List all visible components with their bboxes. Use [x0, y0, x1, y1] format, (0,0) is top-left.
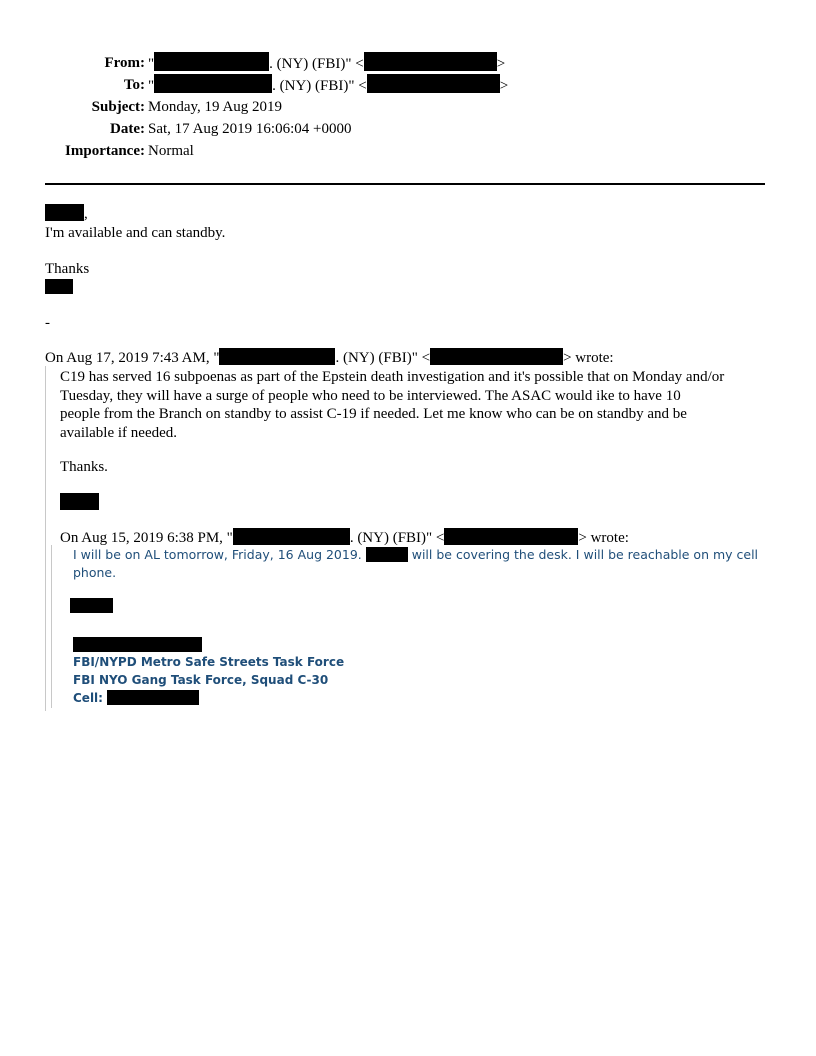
signature-cell: Cell:: [73, 689, 199, 707]
signature-redaction: [70, 598, 113, 613]
to-label: To:: [123, 77, 145, 93]
header-date: [0, 118, 600, 140]
quote1-attribution: On Aug 17, 2019 7:43 AM, " . (NY) (FBI)" < > wrote:: [45, 350, 614, 366]
subject-value: Monday, 19 Aug 2019: [148, 99, 283, 115]
header-subject: [0, 96, 600, 118]
signature-redaction: [45, 279, 73, 294]
importance-value: Normal: [148, 143, 194, 159]
signature-redaction: [60, 493, 99, 510]
from-value: " . (NY) (FBI)" < >: [148, 52, 505, 75]
redaction-box: [233, 528, 350, 545]
redaction-box: [45, 204, 84, 221]
from-label: From:: [104, 55, 145, 71]
quote2-line2: phone.: [73, 565, 117, 580]
quote2-attribution: On Aug 15, 2019 6:38 PM, " . (NY) (FBI)" < > wrote:: [60, 530, 629, 546]
signature-line2: FBI NYO Gang Task Force, Squad C-30: [73, 673, 329, 687]
redaction-box: [444, 528, 578, 545]
redaction-box: [430, 348, 563, 365]
body-thanks: Thanks: [45, 261, 90, 277]
quote1-line: people from the Branch on standby to assist C-19 if needed. Let me know who can be on standby and be: [60, 406, 687, 422]
redaction-box: [154, 74, 272, 93]
dash: -: [45, 315, 50, 331]
redaction-box: [219, 348, 335, 365]
redaction-box: [367, 74, 500, 93]
quote1-thanks: Thanks.: [60, 459, 108, 475]
name-redaction: [73, 637, 202, 652]
quote1-line: Tuesday, they will have a surge of people who need to be interviewed. The ASAC would ike to have 10: [60, 387, 681, 404]
redaction-box: [154, 52, 269, 71]
date-value: Sat, 17 Aug 2019 16:06:04 +0000: [148, 121, 352, 137]
header-from: [0, 52, 600, 74]
redaction-box: [366, 547, 408, 562]
subject-label: Subject:: [91, 99, 145, 115]
header-to: [0, 74, 600, 96]
importance-label: Importance:: [65, 143, 145, 159]
date-label: Date:: [110, 121, 145, 137]
quote1-paragraph: [60, 368, 770, 442]
redaction-box: [107, 690, 199, 705]
signature-line1: FBI/NYPD Metro Safe Streets Task Force: [73, 655, 345, 669]
quote1-line: C19 has served 16 subpoenas as part of the Epstein death investigation and it's possible that on Monday and/or: [60, 369, 725, 385]
header-importance: [0, 140, 600, 162]
header-divider: [45, 183, 765, 185]
quote1-line: available if needed.: [60, 424, 178, 441]
greeting: ,: [45, 204, 88, 224]
quoted-message-2: [51, 545, 759, 708]
body-line: I'm available and can standby.: [45, 225, 226, 241]
quote2-line1: I will be on AL tomorrow, Friday, 16 Aug 2019. will be covering the desk. I will be reachable on my cell: [73, 547, 759, 562]
redaction-box: [364, 52, 497, 71]
to-value: " . (NY) (FBI)" < >: [148, 74, 508, 97]
